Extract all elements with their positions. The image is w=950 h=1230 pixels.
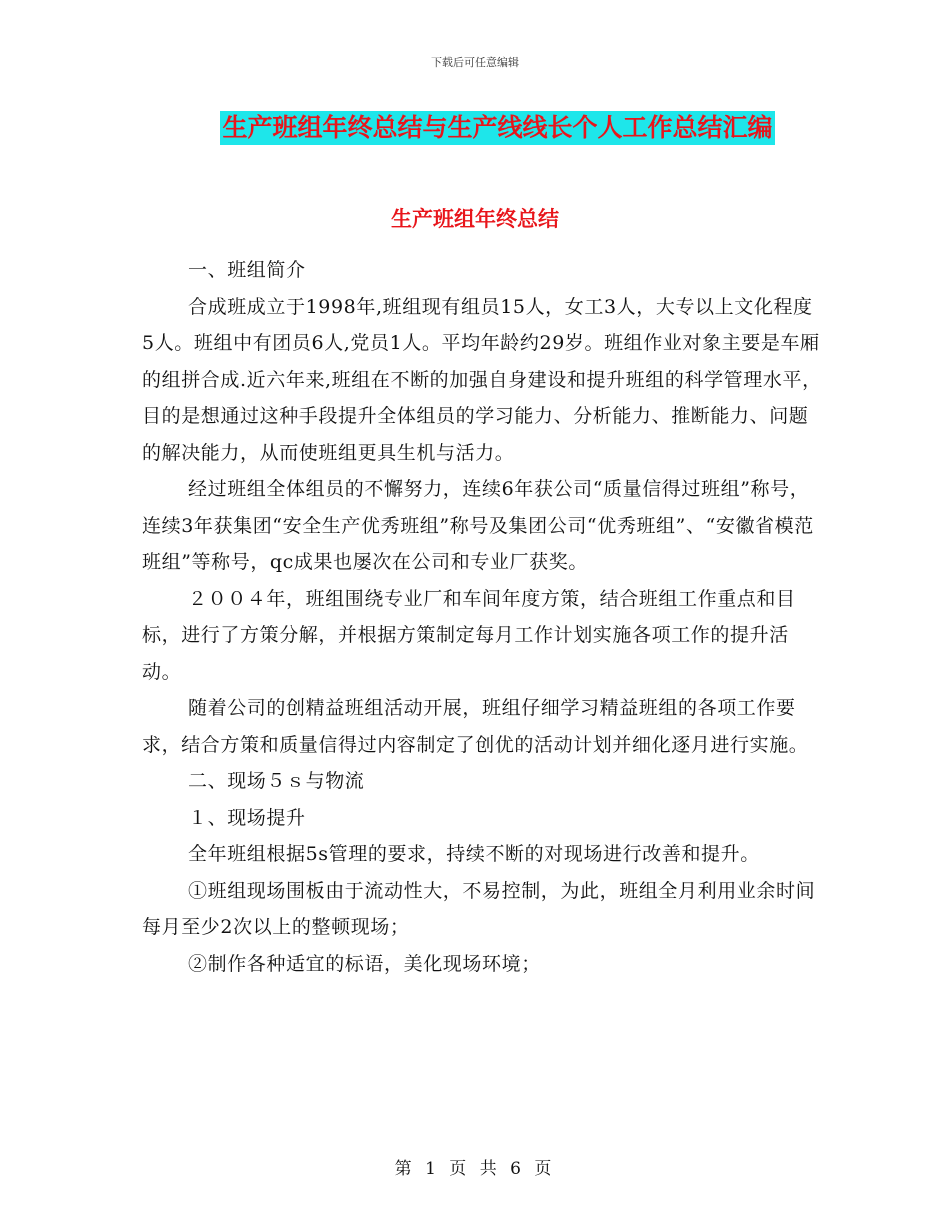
- title-wrapper: [0, 111, 950, 145]
- paragraph-team-intro: 合成班成立于1998年,班组现有组员15人，女工3人，大专以上文化程度5人。班组中有团员6人,党员1人。平均年龄约29岁。班组作业对象主要是车厢的组拼合成.近六年来,班组在不断的加强自身建设和提升班组的科学管理水平，目的是想通过这种手段提升全体组员的学习能力、分析能力、推断能力、问题的解决能力，从而使班组更具生机与活力。: [142, 295, 822, 464]
- paragraph-5s-management: 全年班组根据5s管理的要求，持续不断的对现场进行改善和提升。: [188, 843, 760, 865]
- header-note: 下载后可任意编辑: [431, 56, 519, 69]
- paragraph-2004-plan: ２００４年，班组围绕专业厂和车间年度方策，结合班组工作重点和目标，进行了方策分解，并根据方策制定每月工作计划实施各项工作的提升活动。: [142, 587, 796, 683]
- paragraph-honors: 经过班组全体组员的不懈努力，连续6年获公司“质量信得过班组”称号，连续3年获集团“安全生产优秀班组”称号及集团公司“优秀班组”、“安徽省模范班组”等称号，qc成果也屡次在公司和专业厂获奖。: [142, 478, 814, 573]
- document-title: 生产班组年终总结与生产线线长个人工作总结汇编: [220, 111, 774, 145]
- heading-team-intro: 一、班组简介: [188, 259, 306, 281]
- heading-site-improvement: １、现场提升: [188, 806, 306, 829]
- paragraph-lean-team: 随着公司的创精益班组活动开展，班组仔细学习精益班组的各项工作要求，结合方策和质量信得过内容制定了创优的活动计划并细化逐月进行实施。: [142, 697, 809, 756]
- list-item-2: ②制作各种适宜的标语，美化现场环境；: [188, 952, 541, 975]
- document-body: [142, 252, 822, 982]
- page-number: 第 1 页 共 6 页: [394, 1159, 556, 1179]
- list-item-1: ①班组现场围板由于流动性大，不易控制，为此，班组全月利用业余时间每月至少2次以上的整顿现场；: [142, 879, 816, 938]
- heading-5s-logistics: 二、现场５ｓ与物流: [188, 770, 365, 792]
- section-title: 生产班组年终总结: [391, 207, 559, 231]
